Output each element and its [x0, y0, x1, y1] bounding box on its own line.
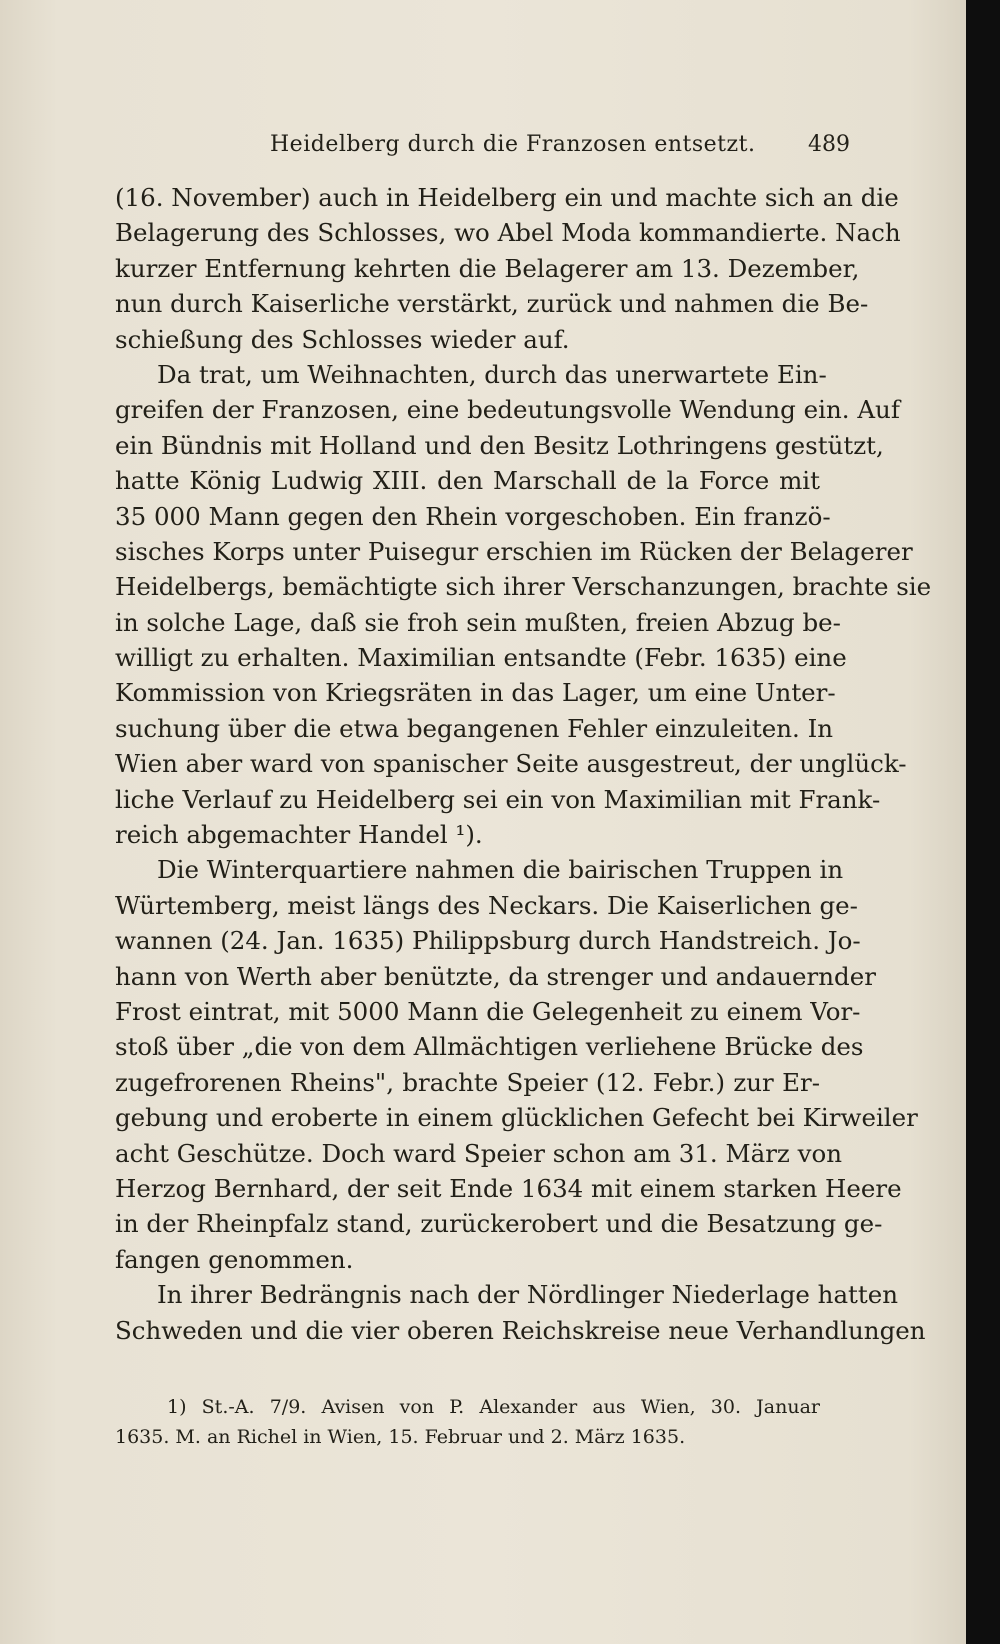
text-line: In ihrer Bedrängnis nach der Nördlinger Niederlage hatten: [157, 1280, 899, 1310]
footnotes: [115, 1392, 820, 1452]
text-line: nun durch Kaiserliche verstärkt, zurück und nahmen die Be-: [115, 289, 869, 319]
text-line: greifen der Franzosen, eine bedeutungsvolle Wendung ein. Auf: [115, 395, 900, 425]
footnote-line: 1635. M. an Richel in Wien, 15. Februar und 2. März 1635.: [115, 1426, 686, 1448]
text-line: Herzog Bernhard, der seit Ende 1634 mit einem starken Heere: [115, 1173, 902, 1203]
text-line: kurzer Entfernung kehrten die Belagerer am 13. Dezember,: [115, 253, 860, 283]
text-line: zugefrorenen Rheins", brachte Speier (12. Febr.) zur Er-: [115, 1067, 820, 1097]
text-line: stoß über „die von dem Allmächtigen verliehene Brücke des: [115, 1032, 864, 1062]
text-line: willigt zu erhalten. Maximilian entsandte (Febr. 1635) eine: [115, 643, 847, 673]
text-line: hatte König Ludwig XIII. den Marschall de la Force mit: [115, 466, 820, 496]
text-line: schießung des Schlosses wieder auf.: [115, 324, 570, 354]
text-line: suchung über die etwa begangenen Fehler einzuleiten. In: [115, 713, 834, 743]
text-line: Kommission von Kriegsräten in das Lager, um eine Unter-: [115, 678, 836, 708]
running-title: Heidelberg durch die Franzosen entsetzt.: [270, 132, 756, 157]
text-line: hann von Werth aber benützte, da strenger und andauernder: [115, 961, 876, 991]
footnote-line: 1) St.-A. 7/9. Avisen von P. Alexander aus Wien, 30. Januar: [167, 1396, 820, 1418]
text-line: liche Verlauf zu Heidelberg sei ein von Maximilian mit Frank-: [115, 784, 881, 814]
text-line: in solche Lage, daß sie froh sein mußten, freien Abzug be-: [115, 607, 841, 637]
text-line: in der Rheinpfalz stand, zurückerobert und die Besatzung ge-: [115, 1209, 883, 1239]
text-line: Da trat, um Weihnachten, durch das unerwartete Ein-: [157, 359, 827, 389]
text-line: acht Geschütze. Doch ward Speier schon am 31. März von: [115, 1138, 842, 1168]
body-text: [115, 180, 932, 1348]
text-line: reich abgemachter Handel ¹).: [115, 820, 483, 850]
text-line: gebung und eroberte in einem glücklichen Gefecht bei Kirweiler: [115, 1103, 918, 1133]
page-edge-shadow: [966, 0, 1000, 1644]
text-line: Heidelbergs, bemächtigte sich ihrer Verschanzungen, brachte sie: [115, 572, 932, 602]
running-header: [0, 132, 966, 168]
text-line: fangen genommen.: [115, 1244, 354, 1274]
text-line: sisches Korps unter Puisegur erschien im Rücken der Belagerer: [115, 536, 913, 566]
text-line: Frost eintrat, mit 5000 Mann die Gelegenheit zu einem Vor-: [115, 996, 861, 1026]
text-line: Die Winterquartiere nahmen die bairischen Truppen in: [157, 855, 844, 885]
text-line: Belagerung des Schlosses, wo Abel Moda kommandierte. Nach: [115, 218, 901, 248]
text-line: Schweden und die vier oberen Reichskreise neue Verhandlungen: [115, 1315, 926, 1345]
page-number: 489: [808, 132, 850, 157]
text-line: 35 000 Mann gegen den Rhein vorgeschoben. Ein franzö-: [115, 501, 831, 531]
text-line: wannen (24. Jan. 1635) Philippsburg durch Handstreich. Jo-: [115, 926, 861, 956]
text-line: Wien aber ward von spanischer Seite ausgestreut, der unglück-: [115, 749, 907, 779]
text-line: Würtemberg, meist längs des Neckars. Die Kaiserlichen ge-: [115, 890, 858, 920]
text-line: (16. November) auch in Heidelberg ein und machte sich an die: [115, 183, 899, 212]
text-line: ein Bündnis mit Holland und den Besitz Lothringens gestützt,: [115, 430, 884, 460]
